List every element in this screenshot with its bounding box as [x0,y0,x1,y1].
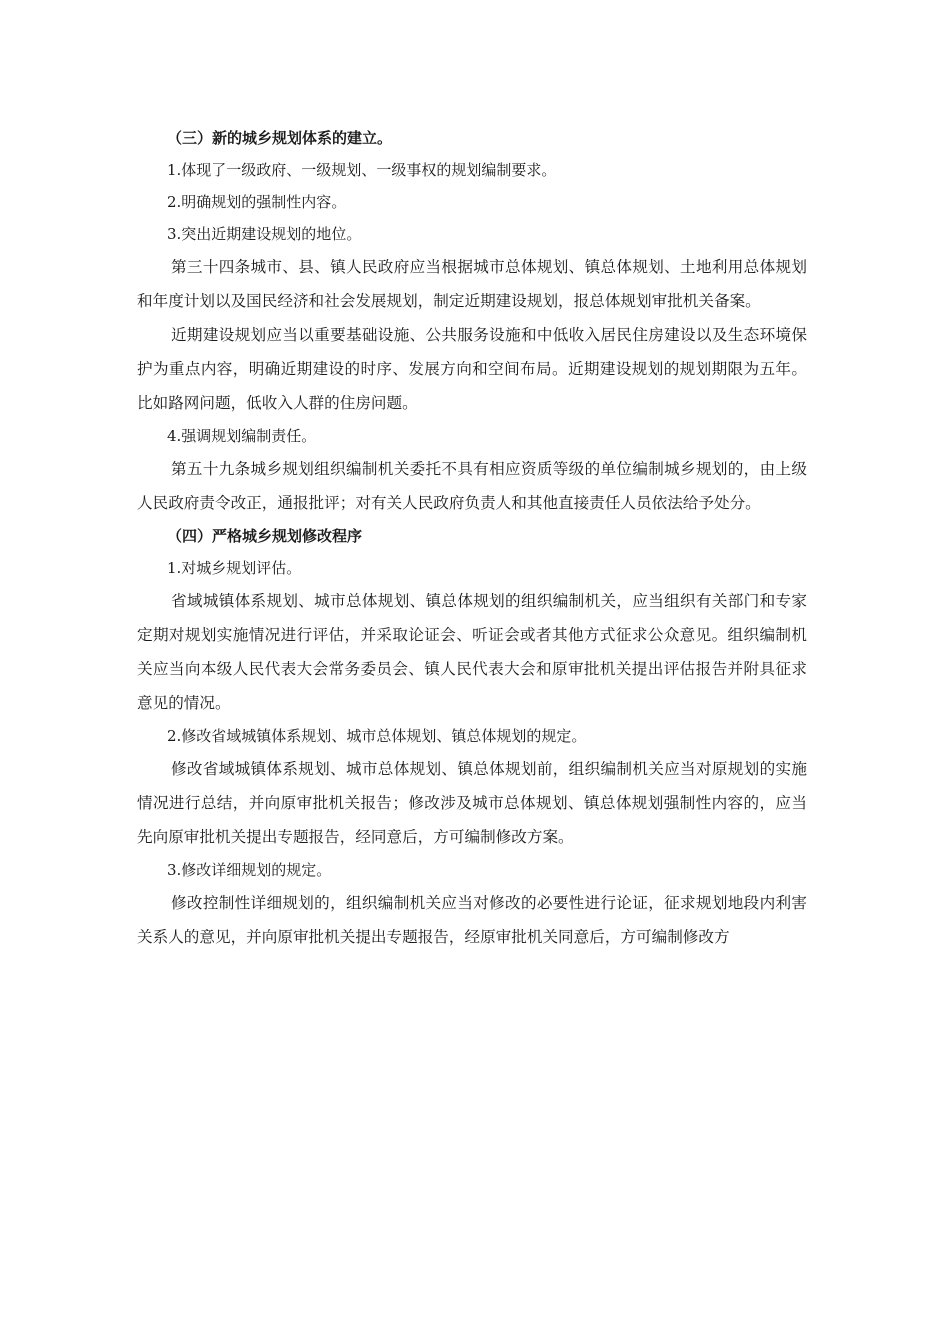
list-item: 1.体现了一级政府、一级规划、一级事权的规划编制要求。 [167,161,557,179]
list-item: 2.明确规划的强制性内容。 [167,193,347,211]
list-item: 2.修改省域城镇体系规划、城市总体规划、镇总体规划的规定。 [167,727,587,745]
list-item: 3.修改详细规划的规定。 [167,861,332,879]
paragraph: 第三十四条城市、县、镇人民政府应当根据城市总体规划、镇总体规划、土地利用总体规划和年度计划以及国民经济和社会发展规划，制定近期建设规划，报总体规划审批机关备案。 [137,258,807,310]
list-item: 4.强调规划编制责任。 [167,427,317,445]
list-item: 3.突出近期建设规划的地位。 [167,225,362,243]
section-3 [137,122,807,520]
paragraph: 修改省域城镇体系规划、城市总体规划、镇总体规划前，组织编制机关应当对原规划的实施情况进行总结，并向原审批机关报告；修改涉及城市总体规划、镇总体规划强制性内容的，应当先向原审批机关提出专题报告，经同意后，方可编制修改方案。 [137,760,807,846]
paragraph: 修改控制性详细规划的，组织编制机关应当对修改的必要性进行论证，征求规划地段内利害关系人的意见，并向原审批机关提出专题报告，经原审批机关同意后，方可编制修改方 [137,894,807,946]
document-body [137,122,807,954]
section-heading: （四）严格城乡规划修改程序 [167,527,363,545]
section-4 [137,520,807,954]
paragraph: 近期建设规划应当以重要基础设施、公共服务设施和中低收入居民住房建设以及生态环境保护为重点内容，明确近期建设的时序、发展方向和空间布局。近期建设规划的规划期限为五年。比如路网问题，低收入人群的住房问题。 [137,326,807,412]
paragraph: 省域城镇体系规划、城市总体规划、镇总体规划的组织编制机关，应当组织有关部门和专家定期对规划实施情况进行评估，并采取论证会、听证会或者其他方式征求公众意见。组织编制机关应当向本级人民代表大会常务委员会、镇人民代表大会和原审批机关提出评估报告并附具征求意见的情况。 [137,592,807,712]
list-item: 1.对城乡规划评估。 [167,559,302,577]
section-heading: （三）新的城乡规划体系的建立。 [167,129,393,147]
paragraph: 第五十九条城乡规划组织编制机关委托不具有相应资质等级的单位编制城乡规划的，由上级人民政府责令改正，通报批评；对有关人民政府负责人和其他直接责任人员依法给予处分。 [137,460,807,512]
